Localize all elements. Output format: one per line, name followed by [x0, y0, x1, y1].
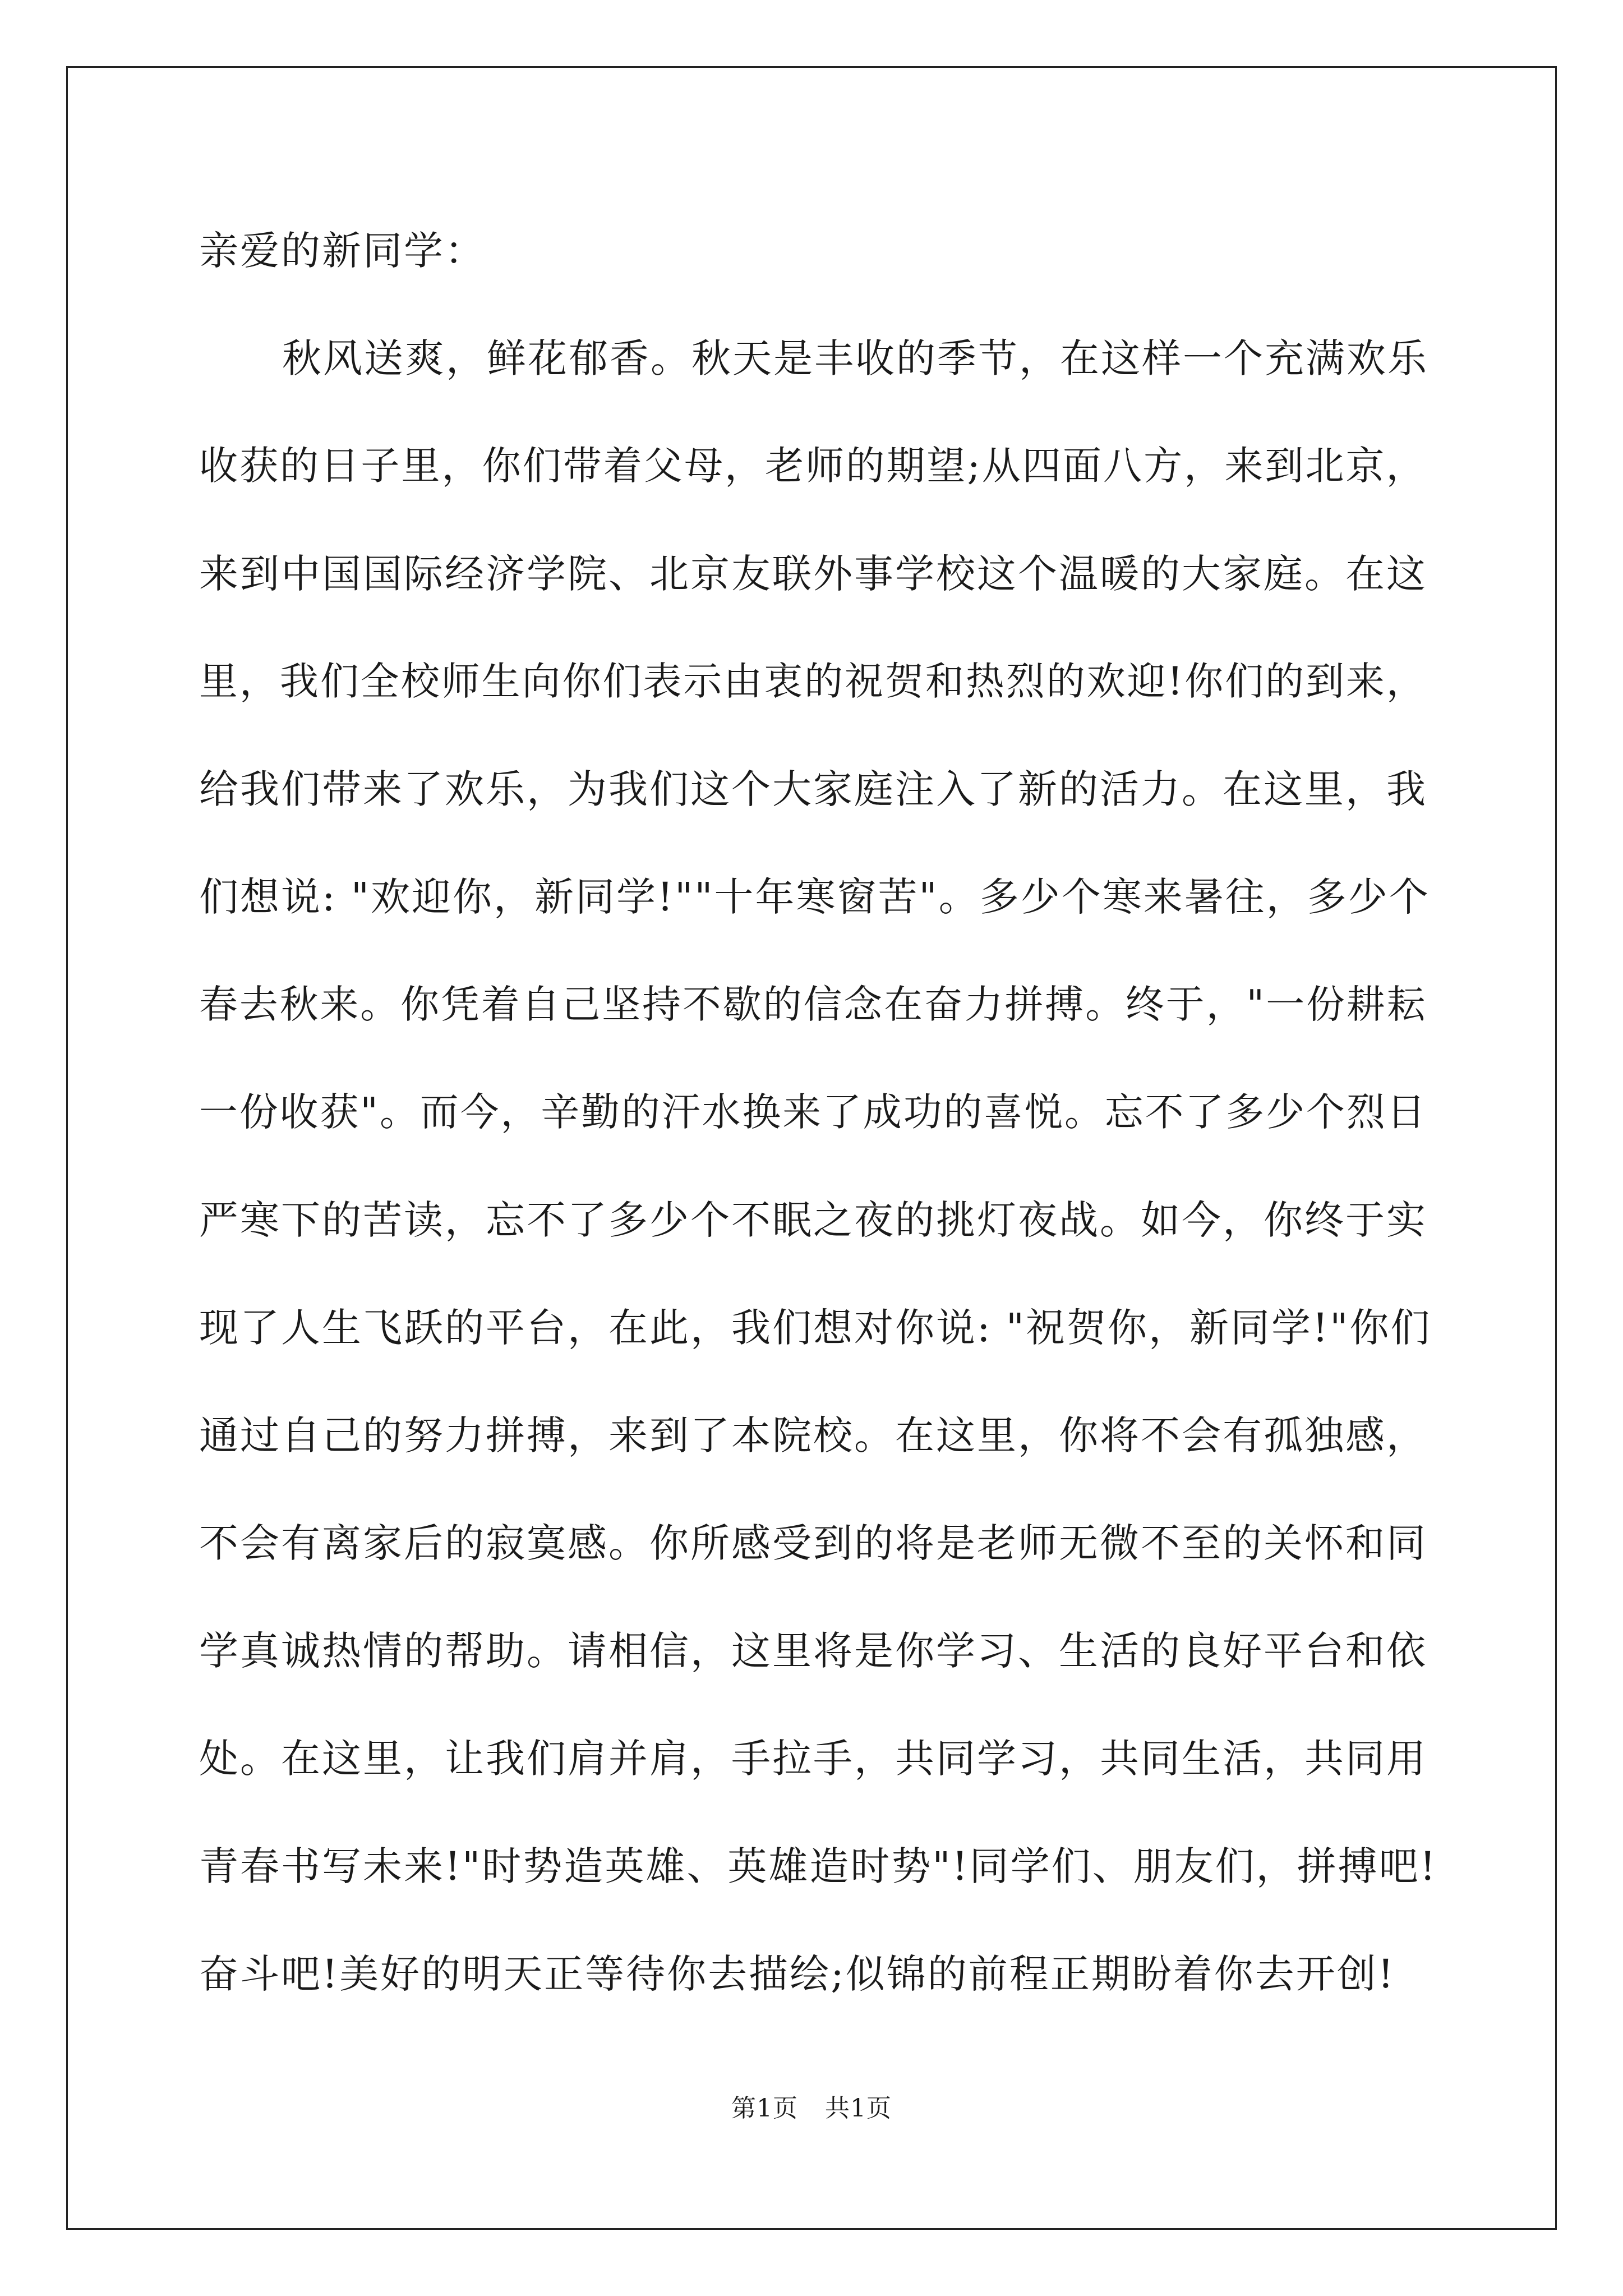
text-line: 处。在这里，让我们肩并肩，手拉手，共同学习，共同生活，共同用 — [199, 1736, 1427, 1782]
text-line: 收获的日子里，你们带着父母，老师的期望;从四面八方，来到北京， — [199, 444, 1427, 489]
text-line: 现了人生飞跃的平台，在此，我们想对你说: "祝贺你，新同学!"你们 — [199, 1305, 1432, 1351]
page-footer — [0, 2088, 1623, 2124]
text-line: 通过自己的努力拼搏，来到了本院校。在这里，你将不会有孤独感， — [199, 1412, 1427, 1458]
page-number-total: 共1页 — [825, 2094, 892, 2123]
text-line: 里，我们全校师生向你们表示由衷的祝贺和热烈的欢迎!你们的到来， — [199, 659, 1427, 704]
text-line: 青春书写未来!"时势造英雄、英雄造时势"!同学们、朋友们，拼搏吧! — [199, 1843, 1437, 1889]
text-line: 学真诚热情的帮助。请相信，这里将是你学习、生活的良好平台和依 — [199, 1628, 1427, 1674]
text-line: 严寒下的苦读，忘不了多少个不眠之夜的挑灯夜战。如今，你终于实 — [199, 1197, 1427, 1243]
text-line: 来到中国国际经济学院、北京友联外事学校这个温暖的大家庭。在这 — [199, 551, 1427, 597]
text-line: 给我们带来了欢乐，为我们这个大家庭注入了新的活力。在这里，我 — [199, 766, 1427, 812]
text-line: 不会有离家后的寂寞感。你所感受到的将是老师无微不至的关怀和同 — [199, 1520, 1427, 1566]
letter-body — [199, 220, 1438, 2051]
salutation: 亲爱的新同学： — [199, 228, 486, 274]
page-number-current: 第1页 — [731, 2094, 798, 2123]
text-line: 一份收获"。而今，辛勤的汗水换来了成功的喜悦。忘不了多少个烈日 — [199, 1090, 1427, 1135]
text-line: 们想说: "欢迎你，新同学!""十年寒窗苦"。多少个寒来暑往，多少个 — [199, 874, 1430, 920]
text-line: 春去秋来。你凭着自己坚持不歇的信念在奋力拼搏。终于，"一份耕耘 — [199, 982, 1427, 1027]
text-line: 奋斗吧!美好的明天正等待你去描绘;似锦的前程正期盼着你去开创! — [199, 1951, 1395, 1997]
text-line: 秋风送爽，鲜花郁香。秋天是丰收的季节，在这样一个充满欢乐 — [282, 335, 1428, 381]
